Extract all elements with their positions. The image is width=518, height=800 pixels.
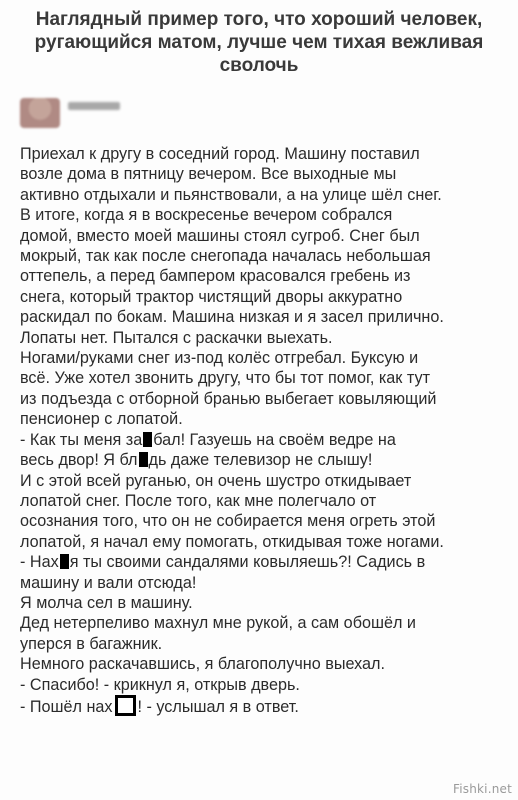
text-line: лопатой, я начал ему помогать, откидывая тоже ногами.: [20, 532, 444, 551]
avatar: [20, 98, 60, 128]
text-line: Немного раскачавшись, я благополучно выехал.: [20, 655, 385, 674]
text-line-censored: - Нах я ты своими сандалями ковыляешь?! Садись в: [20, 553, 426, 572]
censor-block: [143, 432, 152, 447]
text-line: из подъезда с отборной бранью выбегает ковыляющий: [20, 389, 437, 408]
post-header: [20, 96, 220, 130]
author-name-blurred: [68, 102, 120, 110]
page-title: Наглядный пример того, что хороший человек, ругающийся матом, лучше чем тихая вежливая сволочь: [34, 9, 484, 76]
text-line: активно отдыхали и пьянствовали, а на улице шёл снег.: [20, 185, 442, 204]
text-line: всё. Уже хотел звонить другу, что бы тот помог, как тут: [20, 369, 430, 388]
text-line: Ногами/руками снег из-под колёс отгребал. Буксую и: [20, 349, 419, 368]
text-line: домой, вместо моей машины стоял сугроб. Снег был: [20, 226, 420, 245]
text-line: осознания того, что он не собирается меня огреть этой: [20, 512, 436, 531]
text-line: Лопаты нет. Пытался с раскачки выехать.: [20, 328, 333, 347]
text-line-censored: - Пошёл нах ! - услышал я в ответ.: [20, 695, 504, 717]
text-line: И с этой всей руганью, он очень шустро откидывает: [20, 471, 412, 490]
text-line: - Спасибо! - крикнул я, открыв дверь.: [20, 675, 300, 694]
text-line: машину и вали отсюда!: [20, 573, 197, 592]
text-line-censored: - Как ты меня за бал! Газуешь на своём ведре на: [20, 430, 396, 449]
text-line: возле дома в пятницу вечером. Все выходные мы: [20, 165, 397, 184]
text-line: В итоге, когда я в воскресенье вечером собрался: [20, 206, 393, 225]
text-line: Дед нетерпеливо махнул мне рукой, а сам обошёл и: [20, 614, 416, 633]
censor-block: [60, 554, 69, 569]
text-line: оттепель, а перед бампером красовался гребень из: [20, 267, 411, 286]
text-line: снега, который трактор чистящий дворы аккуратно: [20, 287, 403, 306]
text-line: Приехал к другу в соседний город. Машину поставил: [20, 145, 420, 163]
text-line: лопатой снег. После того, как мне полегчало от: [20, 491, 377, 510]
text-line: Я молча сел в машину.: [20, 593, 193, 612]
watermark: Fishki.net: [452, 782, 512, 796]
post-body: [20, 144, 504, 717]
censor-block: [139, 452, 148, 467]
text-line: мокрый, так как после снегопада началась небольшая: [20, 247, 431, 266]
censor-box: [115, 695, 136, 716]
text-line: пенсионер с лопатой.: [20, 410, 183, 429]
text-line: раскидал по бокам. Машина низкая и я засел прилично.: [20, 308, 444, 327]
text-line-censored: весь двор! Я бл дь даже телевизор не слышу!: [20, 451, 373, 470]
text-line: уперся в багажник.: [20, 634, 163, 653]
